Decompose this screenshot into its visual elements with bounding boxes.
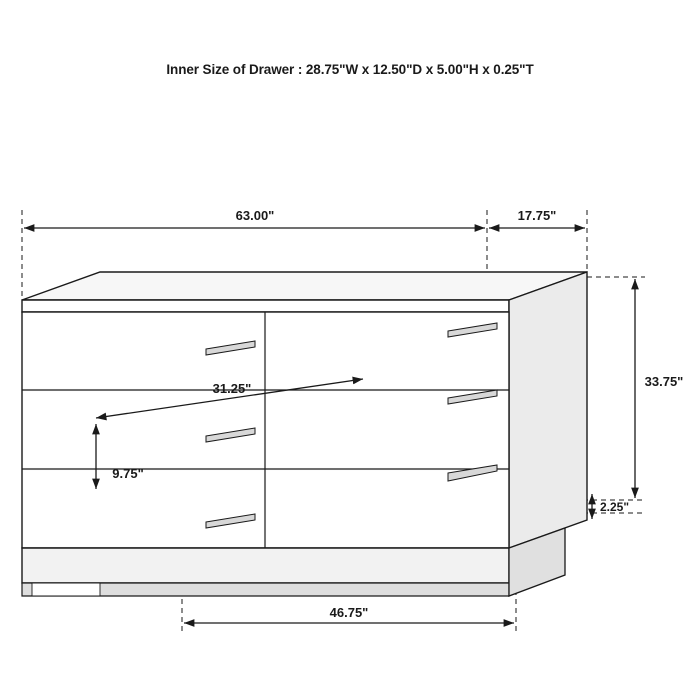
dimension-width-total xyxy=(24,208,485,228)
dimension-label-height-total: 33.75" xyxy=(644,374,684,389)
drawer-face xyxy=(267,471,507,546)
drawer-face xyxy=(24,471,263,546)
dimension-depth-top xyxy=(489,208,585,228)
dimension-label-leg-height: 2.25" xyxy=(600,500,630,514)
dresser-top-surface xyxy=(22,272,587,300)
drawer-face xyxy=(267,392,507,467)
drawer-face xyxy=(267,314,507,388)
dimension-height-total xyxy=(635,279,683,498)
dimension-label-depth-top: 17.75" xyxy=(517,208,557,223)
dresser-right-side-panel xyxy=(509,272,587,548)
dresser-foot-left xyxy=(32,583,100,596)
drawer-face xyxy=(24,392,263,467)
dimension-label-drawer-width: 31.25" xyxy=(212,381,252,396)
dimension-label-base-width: 46.75" xyxy=(329,605,369,620)
dimension-base-width xyxy=(184,605,514,623)
dresser-base-front xyxy=(22,548,509,583)
dresser-top-edge xyxy=(22,300,509,312)
dimension-label-width-total: 63.00" xyxy=(235,208,275,223)
dimension-leg-height xyxy=(592,494,629,519)
page-title: Inner Size of Drawer : 28.75"W x 12.50"D x 5.00"H x 0.25"T xyxy=(166,62,534,77)
dimension-label-drawer-height: 9.75" xyxy=(112,466,144,481)
